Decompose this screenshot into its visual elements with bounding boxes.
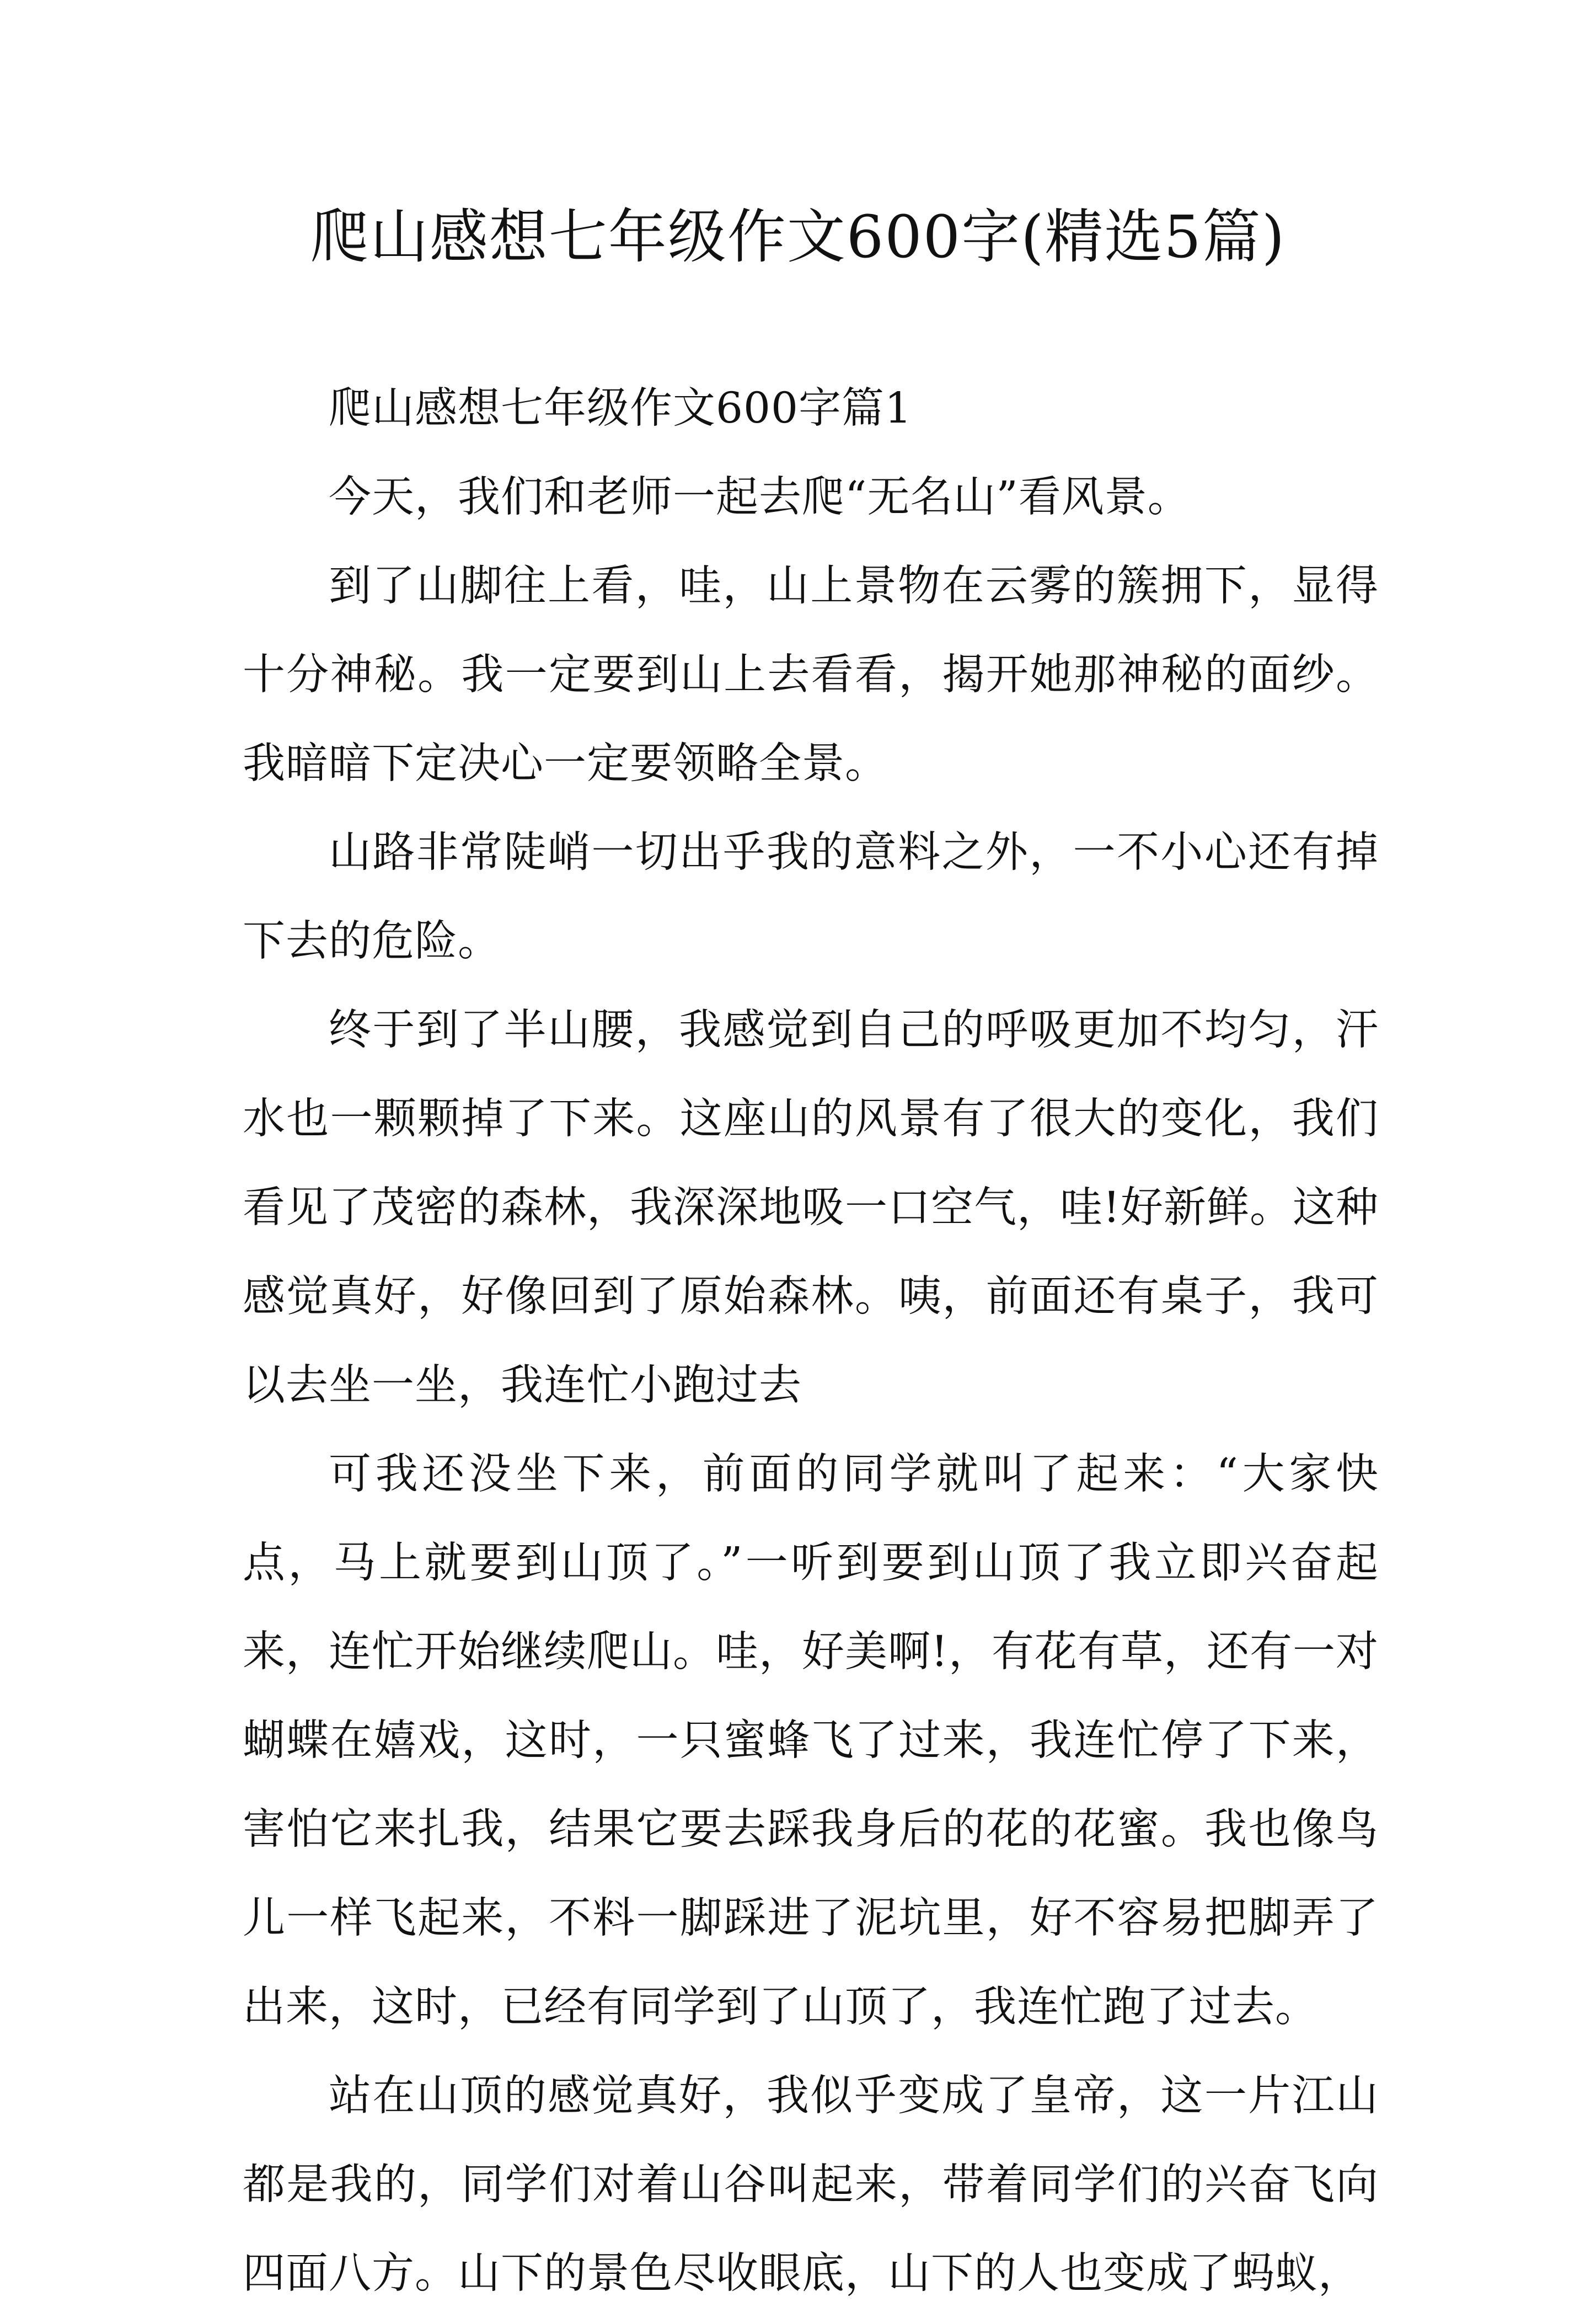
- document-body: [243, 364, 1379, 2318]
- paragraph: 站在山顶的感觉真好，我似乎变成了皇帝，这一片江山都是我的，同学们对着山谷叫起来，带着同学们的兴奋飞向四面八方。山下的景色尽收眼底，山下的人也变成了蚂蚁，: [243, 2071, 1379, 2298]
- page-title: 爬山感想七年级作文600字(精选5篇): [310, 203, 1286, 271]
- paragraph: 到了山脚往上看，哇，山上景物在云雾的簇拥下，显得十分神秘。我一定要到山上去看看，揭开她那神秘的面纱。我暗暗下定决心一定要领略全景。: [243, 562, 1379, 788]
- paragraph: 终于到了半山腰，我感觉到自己的呼吸更加不均匀，汗水也一颗颗掉了下来。这座山的风景有了很大的变化，我们看见了茂密的森林，我深深地吸一口空气，哇!好新鲜。这种感觉真好，好像回到了原始森林。咦，前面还有桌子，我可以去坐一坐，我连忙小跑过去: [243, 1006, 1379, 1410]
- paragraph: 山路非常陡峭一切出乎我的意料之外，一不小心还有掉下去的危险。: [243, 828, 1379, 966]
- section-heading: 爬山感想七年级作文600字篇1: [329, 384, 912, 433]
- paragraph: 今天，我们和老师一起去爬“无名山”看风景。: [329, 473, 1191, 522]
- paragraph: 可我还没坐下来，前面的同学就叫了起来：“大家快点，马上就要到山顶了。”一听到要到山顶了我立即兴奋起来，连忙开始继续爬山。哇，好美啊!，有花有草，还有一对蝴蝶在嬉戏，这时，一只蜜蜂飞了过来，我连忙停了下来，害怕它来扎我，结果它要去踩我身后的花的花蜜。我也像鸟儿一样飞起来，不料一脚踩进了泥坑里，好不容易把脚弄了出来，这时，已经有同学到了山顶了，我连忙跑了过去。: [243, 1450, 1379, 2032]
